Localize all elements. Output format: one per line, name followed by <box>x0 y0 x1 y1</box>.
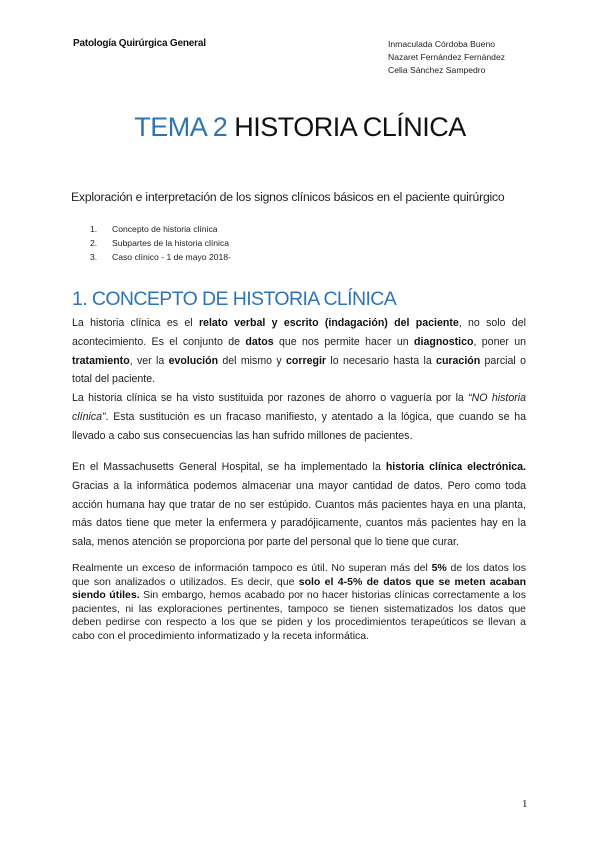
section-heading: 1. CONCEPTO DE HISTORIA CLÍNICA <box>72 288 397 310</box>
author-name: Nazaret Fernández Fernández <box>388 52 506 62</box>
page-number: 1 <box>522 798 528 810</box>
author-name: Inmaculada Córdoba Bueno <box>388 39 496 49</box>
paragraph-information-excess: Realmente un exceso de información tampoco es útil. No superan más del 5% de los datos los que son analizados o utilizados. Es decir, que solo el 4-5% de datos que se meten acaban siendo útiles. Sin embargo, hemos acabado por no hacer historias clínicas correctamente a los pacientes, ni las exploraciones pertinentes, tampoco se tienen sistematizados los datos que deben pedirse con respecto a los que se piden y los procedimientos terapeúticos se llevan a cabo con el procedimiento informatizado y la receta informática. <box>72 562 527 642</box>
toc-item: 1. Concepto de historia clínica <box>90 224 218 234</box>
page-subtitle: Exploración e interpretación de los signos clínicos básicos en el paciente quirúrgico <box>71 190 505 204</box>
table-of-contents <box>90 222 231 265</box>
author-name: Celia Sánchez Sampedro <box>388 65 486 75</box>
authors-list <box>388 38 505 77</box>
paragraph-electronic-record: En el Massachusetts General Hospital, se ha implementado la historia clínica electrónica. Gracias a la informática podemos almacenar una mayor cantidad de datos. Pero como toda acción humana hay que tratar de no ser estúpido. Cuantos más pacientes haya en una planta, más datos tiene que meter la enfermera y paradójicamente, cuantos más pacientes hay en la sala, menos atención se proporciona por parte del personal que lo tiene que curar. <box>72 461 526 549</box>
page-title <box>0 112 600 143</box>
toc-item: 3. Caso clínico - 1 de mayo 2018- <box>90 252 231 263</box>
paragraph-definition: La historia clínica es el relato verbal y escrito (indagación) del paciente, no solo del acontecimiento. Es el conjunto de datos que nos permite hacer un diagnostico, poner un tratamiento, ver la evolución del mismo y corregir lo necesario hasta la curación parcial o total del paciente. La historia clínica se ha visto sustituida por razones de ahorro o vaguería por la “NO historia clínica”. Esta sustitución es un fracaso manifiesto, y atentado a la lógica, que cuando se ha llevado a cabo sus consecuencias las han sufrido millones de pacientes. <box>72 317 527 442</box>
title-text: HISTORIA CLÍNICA <box>227 112 466 142</box>
toc-item: 2. Subpartes de la historia clínica <box>90 238 230 249</box>
title-tema: TEMA 2 <box>134 112 228 142</box>
course-name: Patología Quirúrgica General <box>73 38 206 49</box>
